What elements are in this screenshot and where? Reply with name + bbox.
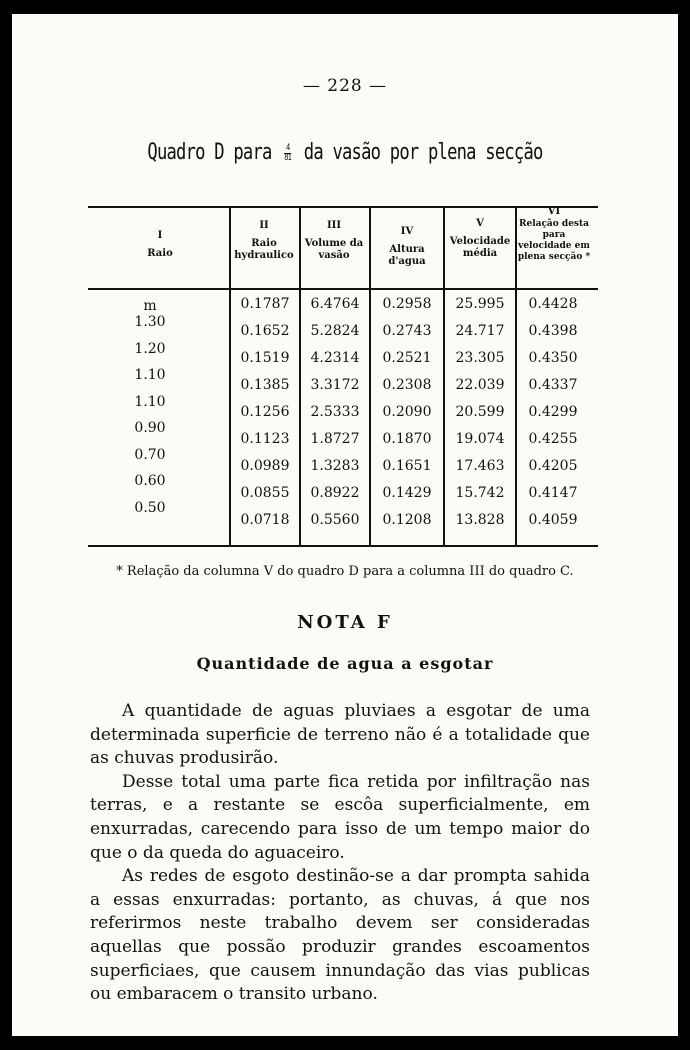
table-cell: 0.4299 [528,404,578,420]
unit-label: m [143,298,157,314]
table-cell: 0.1652 [240,323,290,339]
table-cell: 5.2824 [310,323,360,339]
paragraph: Desse total uma parte fica retida por infiltração nas terras, e a restante se escôa superficialmente, em enxurradas, carecendo para isso de um tempo maior do que o da queda do aguaceiro. [90,771,590,863]
header-col-1: I Raio [147,230,173,259]
section-heading: NOTA F [297,612,393,633]
table-cell: 0.4147 [528,485,578,501]
raio-cell: 0.90 [134,420,166,436]
table-cell: 25.995 [455,296,505,312]
header-col-5: V Velocidade média [449,218,511,259]
table-header-rule [88,288,598,290]
table-cell: 0.2521 [382,350,432,366]
table-cell: 0.1519 [240,350,290,366]
table-cell: 0.0989 [240,458,290,474]
table-cell: 0.1870 [382,431,432,447]
column-divider [443,206,445,546]
section-subtitle: Quantidade de agua a esgotar [196,654,494,673]
raio-cell: 1.10 [134,393,166,410]
table-cell: 19.074 [455,431,505,447]
table-cell: 4.2314 [310,350,360,366]
paragraph: A quantidade de aguas pluviaes a esgotar de uma determinada superficie de terreno não é a totalidade que as chuvas produsirão. [90,701,590,769]
fraction-numerator: 4 [285,142,290,153]
raio-cell: 0.70 [134,446,166,463]
header-col-6: VI Relação desta para velocidade em plena secção * [517,206,591,262]
body-text [90,700,590,1007]
table-cell: 0.1651 [382,458,432,474]
table-cell: 0.4337 [528,377,578,393]
table-cell: 24.717 [455,323,505,339]
column-divider [299,206,301,546]
page-number: — 228 — [302,76,388,96]
table-cell: 2.5333 [310,404,360,420]
table-cell: 0.1256 [240,404,290,420]
raio-cell: 1.10 [134,367,166,383]
table-cell: 13.828 [455,512,505,528]
table-cell: 0.4255 [528,431,578,447]
table-cell: 0.4205 [528,458,578,474]
table-cell: 6.4764 [310,296,360,312]
table-cell: 0.1208 [382,512,432,528]
table-cell: 17.463 [455,458,505,474]
table-bottom-rule [88,545,598,547]
raio-cell: 1.20 [134,340,166,357]
table-cell: 1.8727 [310,431,360,447]
header-col-2: II Raio hydraulico [234,220,294,261]
table-cell: 0.4059 [528,512,578,528]
table-cell: 0.4398 [528,323,578,339]
raio-cell: 1.30 [134,314,166,330]
footnote: * Relação da columna V do quadro D para a columna III do quadro C. [116,564,574,579]
raio-cell: 0.60 [134,473,166,489]
fraction-denominator: 81 [284,152,292,163]
table-cell: 20.599 [455,404,505,420]
table-cell: 0.5560 [310,512,360,528]
table-cell: 0.2308 [382,377,432,393]
table-cell: 0.2958 [382,296,432,312]
table-cell: 0.0718 [240,512,290,528]
table-cell: 0.4350 [528,350,578,366]
table-cell: 0.1385 [240,377,290,393]
paragraph: As redes de esgoto destinão-se a dar prompta sahida a essas enxurradas: portanto, as chuvas, á que nos referirmos neste trabalho devem ser consideradas aquellas que possão produzir grandes escoamentos superficiaes, que causem innundação das vias publicas ou embaracem o transito urbano. [90,866,590,1005]
table-cell: 0.1123 [240,431,290,447]
raio-cell: 0.50 [134,499,166,516]
table-cell: 0.8922 [310,485,360,501]
table-cell: 23.305 [455,350,505,366]
header-col-3: III Volume da vasão [304,220,364,261]
title-after: da vasão por plena secção [303,140,543,165]
table-cell: 0.2090 [382,404,432,420]
table-cell: 0.0855 [240,485,290,501]
title-before: Quadro D para [147,140,272,165]
table-cell: 0.1429 [382,485,432,501]
table-cell: 0.4428 [528,296,578,312]
table-cell: 15.742 [455,485,505,501]
table-cell: 3.3172 [310,377,360,393]
table-cell: 1.3283 [310,458,360,474]
column-divider [229,206,231,546]
header-col-4: IV Altura d'agua [388,226,426,267]
table-cell: 22.039 [455,377,505,393]
table-cell: 0.2743 [382,323,432,339]
table-cell: 0.1787 [240,296,290,312]
